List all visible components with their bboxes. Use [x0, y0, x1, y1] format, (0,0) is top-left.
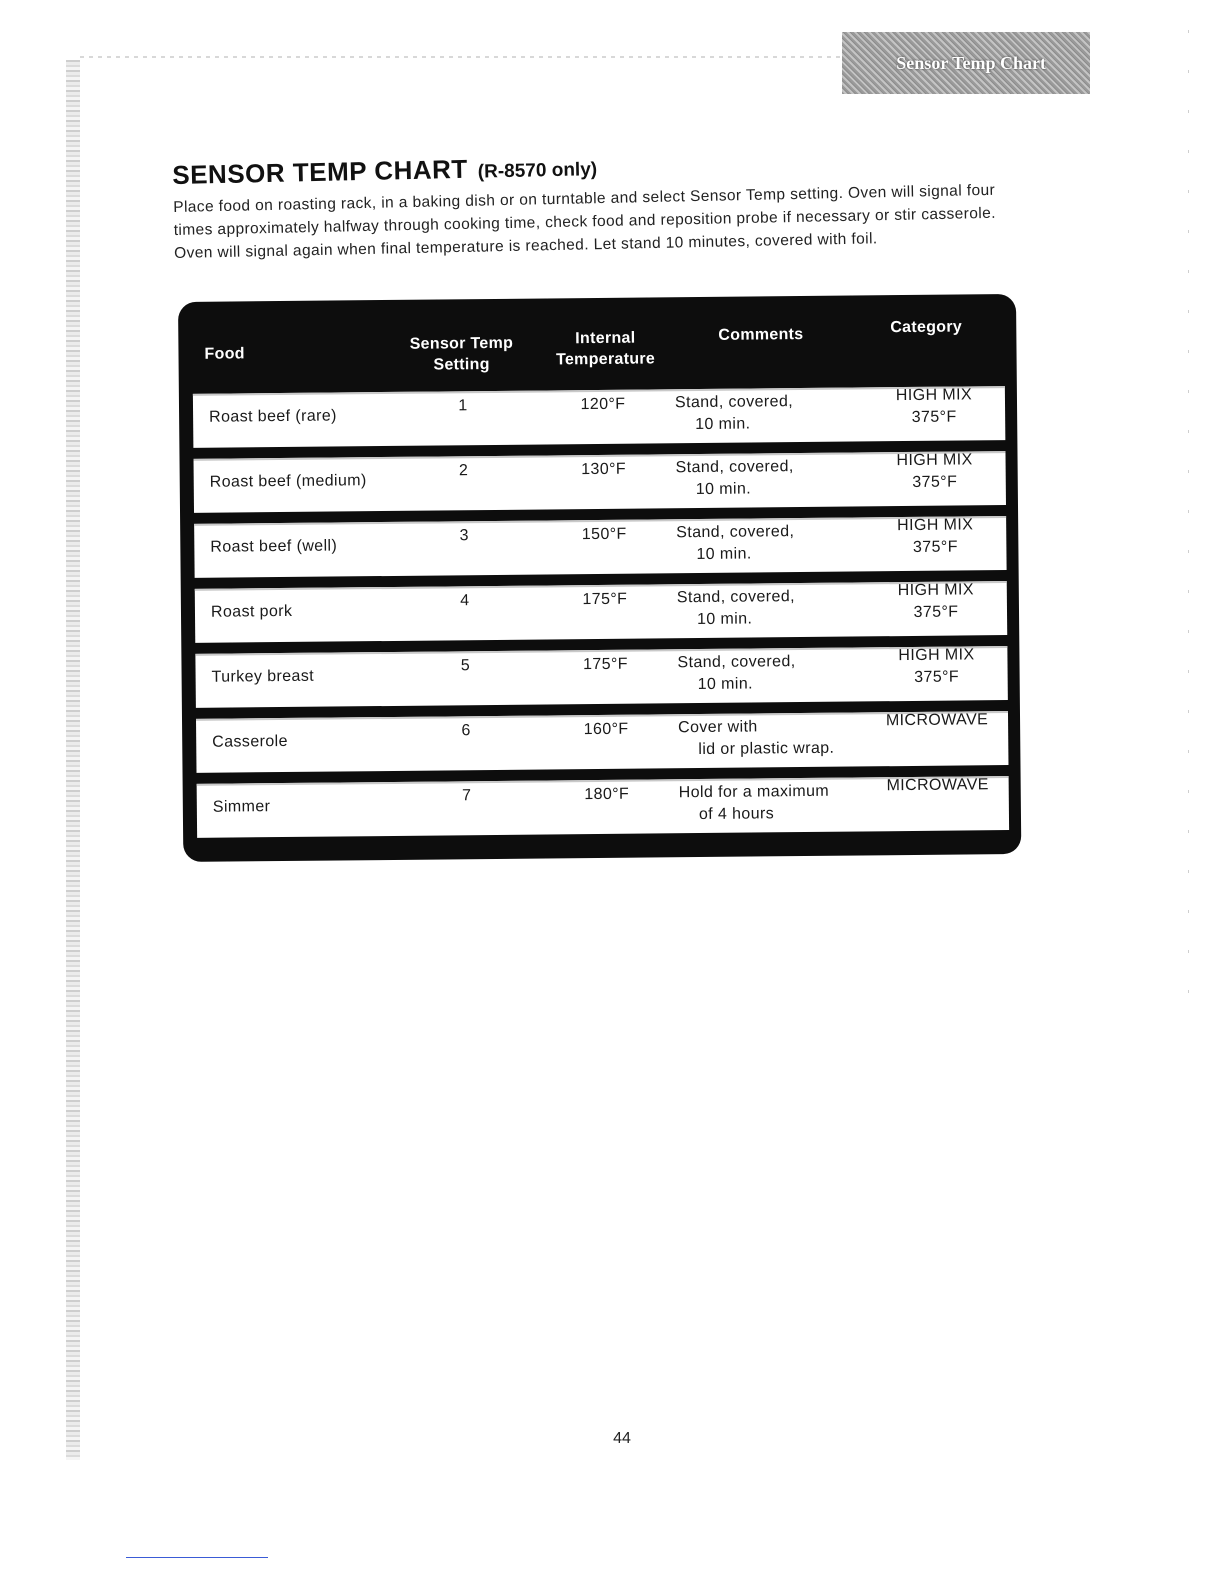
cell-setting: 3	[459, 527, 469, 545]
header-sensor-setting	[396, 333, 526, 376]
cell-comments-line1: Stand, covered,	[675, 458, 794, 477]
cell-internal-temp: 160°F	[583, 720, 629, 739]
cell-comments-line2: of 4 hours	[698, 805, 775, 824]
cell-food: Roast beef (rare)	[209, 407, 337, 426]
cell-comments	[678, 715, 878, 761]
bottom-rule	[126, 1557, 268, 1558]
table-row	[194, 516, 1006, 578]
cell-comments	[676, 455, 876, 501]
cell-comments-line2: 10 min.	[696, 545, 752, 564]
intro-paragraph: Place food on roasting rack, in a baking dish or on turntable and select Sensor Temp setting. Oven will signal four times approximately halfway through cooking time, check food and reposition probe if necessary or stir casserole. Oven will signal again when final temperature is reached. Let stand 10 minutes, covered with foil.	[173, 181, 997, 262]
header-sensor-setting-line1: Sensor Temp	[409, 334, 514, 353]
cell-category-line2: 375°F	[914, 668, 960, 686]
cell-setting: 5	[460, 657, 471, 675]
cell-comments	[677, 585, 877, 631]
cell-category-line1: HIGH MIX	[897, 516, 974, 535]
cell-food: Roast pork	[210, 602, 293, 621]
scan-edge-top	[80, 56, 840, 58]
cell-setting: 7	[462, 787, 472, 805]
cell-food: Turkey breast	[211, 667, 315, 686]
cell-comments	[677, 650, 877, 696]
page-title-main: SENSOR TEMP CHART	[172, 153, 469, 190]
table-row	[196, 711, 1008, 773]
page-number: 44	[613, 1430, 631, 1447]
cell-category	[872, 709, 1002, 732]
cell-category	[871, 644, 1001, 689]
section-header-tab	[842, 32, 1090, 94]
section-header-label: Sensor Temp Chart	[896, 52, 1046, 73]
header-comments: Comments	[718, 325, 804, 344]
table-row	[194, 451, 1006, 513]
scan-edge-left	[66, 60, 80, 1460]
cell-setting: 2	[458, 462, 469, 480]
cell-comments-line1: Stand, covered,	[674, 393, 794, 412]
cell-category-line2: 375°F	[912, 473, 958, 491]
cell-category-line1: HIGH MIX	[896, 451, 973, 470]
header-internal-temp-line1: Internal	[575, 329, 636, 348]
cell-setting: 1	[458, 397, 468, 415]
cell-comments-line2: lid or plastic wrap.	[698, 739, 835, 759]
cell-food: Roast beef (well)	[210, 537, 338, 556]
cell-comments-line2: 10 min.	[696, 610, 753, 629]
cell-comments-line1: Stand, covered,	[676, 523, 795, 542]
cell-comments-line1: Stand, covered,	[677, 653, 796, 672]
header-internal-temp	[540, 327, 670, 370]
cell-comments	[679, 780, 879, 826]
cell-category	[869, 449, 999, 494]
sensor-temp-table	[178, 294, 1021, 862]
cell-food: Roast beef (medium)	[209, 472, 367, 491]
page-title	[172, 151, 597, 191]
table-row	[195, 581, 1007, 643]
page-title-model: (R-8570 only)	[477, 159, 598, 183]
table-row	[195, 646, 1007, 708]
cell-category	[873, 774, 1003, 797]
cell-setting: 4	[460, 592, 470, 610]
cell-category-line2: 375°F	[913, 603, 959, 621]
cell-internal-temp: 120°F	[580, 395, 626, 414]
cell-setting: 6	[461, 722, 471, 740]
header-internal-temp-line2: Temperature	[555, 350, 656, 369]
cell-category	[871, 579, 1001, 624]
cell-category-line2: 375°F	[911, 408, 957, 426]
table-row	[193, 386, 1005, 448]
cell-internal-temp: 175°F	[582, 655, 629, 674]
cell-internal-temp: 175°F	[582, 590, 628, 609]
cell-internal-temp: 180°F	[584, 785, 630, 804]
table-row	[197, 776, 1009, 838]
cell-category-line1: HIGH MIX	[895, 386, 973, 405]
cell-comments-line1: Hold for a maximum	[678, 782, 830, 802]
cell-comments	[676, 520, 876, 566]
cell-comments-line1: Cover with	[678, 718, 758, 737]
cell-comments-line1: Stand, covered,	[676, 588, 796, 607]
table-header	[178, 294, 1017, 382]
header-category: Category	[890, 318, 963, 337]
cell-category-line1: MICROWAVE	[886, 776, 989, 795]
cell-category	[869, 384, 999, 429]
cell-comments-line2: 10 min.	[695, 480, 752, 499]
cell-comments-line2: 10 min.	[695, 415, 751, 434]
cell-category-line1: MICROWAVE	[885, 711, 989, 730]
cell-category-line1: HIGH MIX	[897, 581, 974, 600]
cell-comments-line2: 10 min.	[697, 675, 754, 694]
cell-comments	[675, 390, 875, 436]
cell-food: Casserole	[212, 732, 288, 751]
header-food: Food	[204, 345, 245, 363]
cell-category-line1: HIGH MIX	[898, 646, 975, 665]
cell-internal-temp: 130°F	[581, 460, 627, 479]
scan-edge-right	[1188, 30, 1189, 1030]
cell-category	[870, 514, 1000, 559]
cell-category-line2: 375°F	[912, 538, 958, 556]
cell-food: Simmer	[212, 798, 271, 816]
header-sensor-setting-line2: Setting	[433, 356, 490, 374]
cell-internal-temp: 150°F	[581, 525, 627, 544]
